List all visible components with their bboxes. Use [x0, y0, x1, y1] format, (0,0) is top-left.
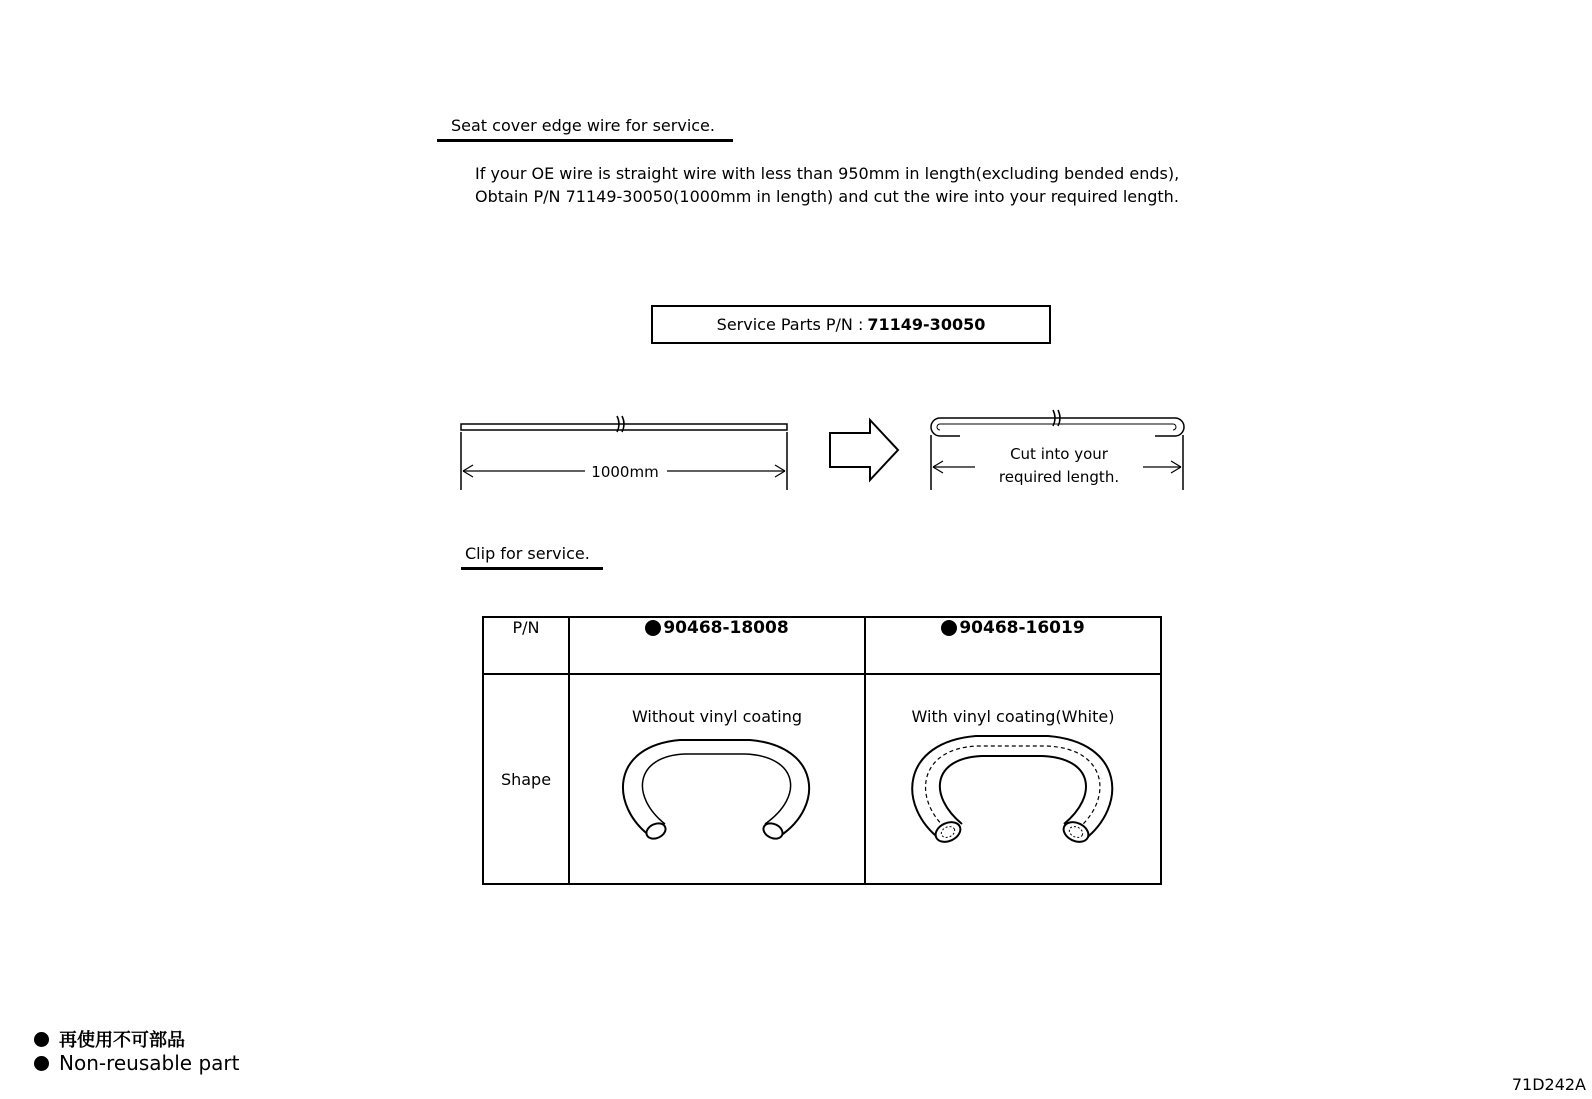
- non-reusable-dot-icon: [34, 1032, 49, 1047]
- cut-label-line-2: required length.: [998, 468, 1120, 486]
- wire-instruction-line-1: If your OE wire is straight wire with less than 950mm in length(excluding bended ends),: [475, 164, 1180, 183]
- legend-jp: [34, 1026, 185, 1052]
- service-parts-label: Service Parts P/N :: [716, 315, 864, 334]
- legend-en: [34, 1051, 239, 1075]
- non-reusable-dot-icon: [34, 1056, 49, 1071]
- pn-header-cell: [483, 617, 569, 674]
- clip-table: [482, 616, 1162, 885]
- clip-table-shape-row: [483, 674, 1161, 884]
- clip-pn-1: 90468-18008: [663, 618, 789, 638]
- service-parts-box: [651, 305, 1051, 344]
- clip-uncoated-drawing: [570, 726, 864, 856]
- clip-desc-2: With vinyl coating(White): [911, 707, 1115, 726]
- pn-cell-1: [569, 617, 865, 674]
- shape-header-cell: [483, 674, 569, 884]
- clip-coated-drawing: [866, 726, 1160, 856]
- legend-jp-text: 再使用不可部品: [59, 1030, 185, 1051]
- shape-cell-2: [865, 674, 1161, 884]
- cut-label-line-1: Cut into your: [1010, 445, 1108, 463]
- legend-en-text: Non-reusable part: [59, 1051, 240, 1075]
- clip-heading-underline: [461, 567, 603, 570]
- clip-desc-1: Without vinyl coating: [631, 707, 803, 726]
- shape-header: Shape: [500, 769, 552, 789]
- right-arrow-icon: [830, 420, 898, 480]
- clip-section-heading: Clip for service.: [465, 544, 590, 563]
- wire-instruction-line-2: Obtain P/N 71149-30050(1000mm in length) and cut the wire into your required length.: [475, 187, 1179, 206]
- wire-heading-underline: [437, 139, 733, 142]
- non-reusable-dot-icon: [941, 620, 957, 636]
- clip-pn-2: 90468-16019: [959, 618, 1085, 638]
- wire-section-heading: Seat cover edge wire for service.: [451, 116, 715, 135]
- service-parts-number: 71149-30050: [867, 315, 986, 334]
- pn-header: P/N: [512, 618, 540, 637]
- non-reusable-dot-icon: [645, 620, 661, 636]
- clip-table-pn-row: [483, 617, 1161, 674]
- length-label: 1000mm: [591, 463, 659, 481]
- pn-cell-2: [865, 617, 1161, 674]
- shape-cell-1: [569, 674, 865, 884]
- figure-code: 71D242A: [1511, 1075, 1586, 1094]
- wire-instruction-text: [475, 162, 1179, 208]
- wire-cut-diagram: [455, 405, 1195, 505]
